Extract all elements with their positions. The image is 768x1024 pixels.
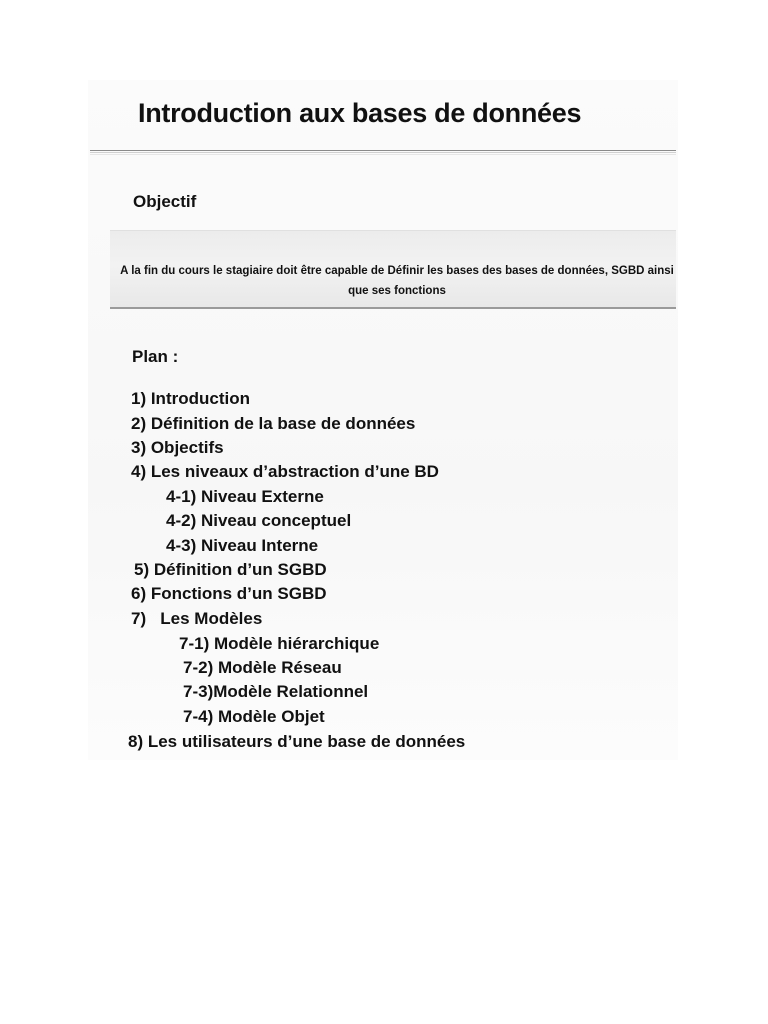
plan-item-definition-bd: 2) Définition de la base de données <box>131 414 416 433</box>
plan-subitem-modele-relationnel: 7-3)Modèle Relationnel <box>183 682 369 701</box>
objectif-text-line-1: A la fin du cours le stagiaire doit être capable de Définir les bases des bases de données, SGBD ainsi <box>120 265 674 277</box>
plan-subitem-niveau-conceptuel: 4-2) Niveau conceptuel <box>166 511 352 530</box>
objectif-text-line-2: que ses fonctions <box>348 285 446 297</box>
plan-subitem-modele-hierarchique: 7-1) Modèle hiérarchique <box>179 634 380 653</box>
title-divider <box>90 150 676 151</box>
plan-subitem-niveau-externe: 4-1) Niveau Externe <box>166 487 324 506</box>
plan-item-objectifs: 3) Objectifs <box>131 438 224 457</box>
plan-item-les-modeles: 7) Les Modèles <box>131 609 263 628</box>
objectif-text <box>102 261 692 301</box>
plan-item-definition-sgbd: 5) Définition d’un SGBD <box>134 560 327 579</box>
plan-heading: Plan : <box>132 347 179 366</box>
plan-item-introduction: 1) Introduction <box>131 389 250 408</box>
plan-item-fonctions-sgbd: 6) Fonctions d’un SGBD <box>131 584 327 603</box>
plan-item-niveaux-abstraction: 4) Les niveaux d’abstraction d’une BD <box>131 462 439 481</box>
objectif-heading: Objectif <box>133 192 197 211</box>
plan-item-utilisateurs: 8) Les utilisateurs d’une base de données <box>128 732 466 751</box>
plan-subitem-modele-reseau: 7-2) Modèle Réseau <box>183 658 342 677</box>
plan-subitem-niveau-interne: 4-3) Niveau Interne <box>166 536 319 555</box>
objectif-box <box>110 230 676 309</box>
plan-subitem-modele-objet: 7-4) Modèle Objet <box>183 707 325 726</box>
document-title: Introduction aux bases de données <box>138 98 582 128</box>
